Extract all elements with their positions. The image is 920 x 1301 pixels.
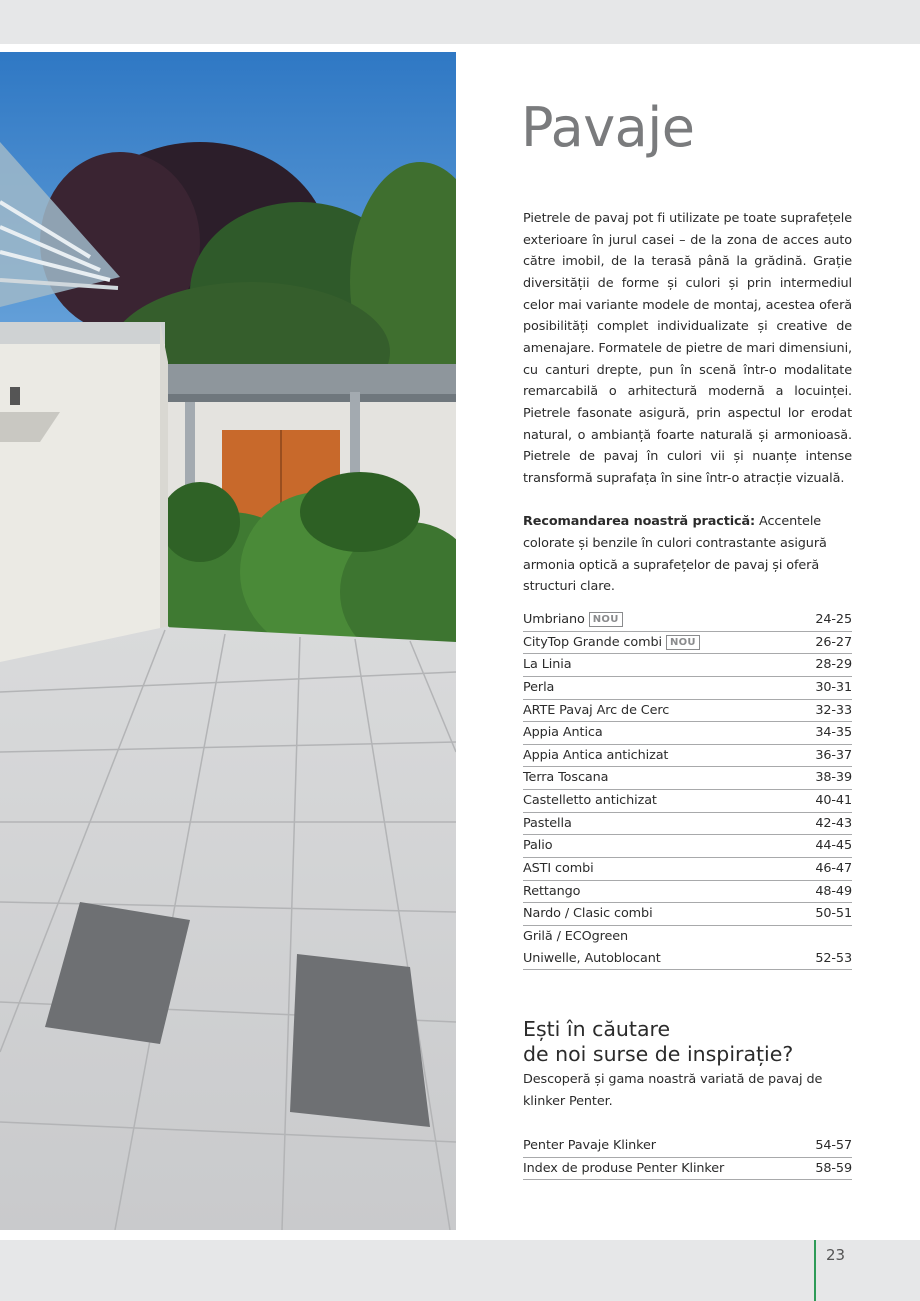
footer-band xyxy=(0,1240,920,1301)
toc-item-pages: 46-47 xyxy=(815,861,852,877)
intro-paragraph: Pietrele de pavaj pot fi utilizate pe toate suprafețele exterioare în jurul casei – de la zona de acces auto către imobil, de la terasă până la grădină. Grație diversității de forme și culori și prin intermediul celor mai variante modele de montaj, acestea oferă posibilități complet individualizate și creative de amenajare. Formatele de pietre de mari dimensiuni, cu canturi drepte, pun în scenă într-o modalitate remarcabilă o arhitectură modernă a locuinței. Pietrele fasonate asigură, prin aspectul lor erodat natural, o ambianță foarte naturală și armonioasă. Pietrele de pavaj în culori vii și nuanțe intense transformă suprafața în sine într-o atracție vizuală. xyxy=(523,211,852,486)
toc-item-pages: 44-45 xyxy=(815,838,852,854)
klinker-index xyxy=(523,1135,852,1180)
toc-item-pages: 28-29 xyxy=(815,657,852,673)
toc-item[interactable] xyxy=(523,790,852,813)
top-band xyxy=(0,0,920,44)
toc-item[interactable] xyxy=(523,722,852,745)
toc-item[interactable] xyxy=(523,609,852,632)
toc-item[interactable] xyxy=(523,926,852,948)
new-badge: NOU xyxy=(589,612,623,627)
toc-item[interactable] xyxy=(523,881,852,904)
toc-item-name: Umbriano xyxy=(523,612,585,627)
recommendation-label: Recomandarea noastră practică: xyxy=(523,514,756,529)
inspiration-heading-line1: Ești în căutare xyxy=(523,1017,671,1041)
toc-item[interactable] xyxy=(523,858,852,881)
toc-item[interactable] xyxy=(523,632,852,655)
page-number: 23 xyxy=(826,1246,846,1264)
recommendation-paragraph xyxy=(523,511,863,598)
toc-item-name: Palio xyxy=(523,838,553,854)
white-wall xyxy=(0,322,168,667)
new-badge: NOU xyxy=(666,635,700,650)
toc-item-pages: 32-33 xyxy=(815,702,852,718)
page-number-divider xyxy=(814,1240,816,1301)
toc-item-name: CityTop Grande combi xyxy=(523,634,662,650)
toc-item[interactable] xyxy=(523,948,852,971)
toc-item[interactable] xyxy=(523,745,852,768)
inspiration-heading-line2: de noi surse de inspirație? xyxy=(523,1042,794,1066)
toc-item-name: ARTE Pavaj Arc de Cerc xyxy=(523,702,670,718)
toc-item-pages: 54-57 xyxy=(815,1138,852,1153)
toc-item-pages: 30-31 xyxy=(815,679,852,695)
toc-item-name: Rettango xyxy=(523,883,581,899)
toc-item-name: Appia Antica xyxy=(523,725,603,741)
toc-item-pages: 24-25 xyxy=(815,612,852,627)
toc-item-name: Nardo / Clasic combi xyxy=(523,906,653,922)
toc-item-pages: 42-43 xyxy=(815,815,852,831)
toc-item-pages: 38-39 xyxy=(815,770,852,786)
toc-item-pages: 50-51 xyxy=(815,906,852,922)
recommendation-text: Accentele colorate și benzile în culori contrastante asigură armonia optică a suprafețelor de pavaj și oferă structuri clare. xyxy=(523,514,827,595)
toc-item-pages: 52-53 xyxy=(815,950,852,966)
toc-item-name: Appia Antica antichizat xyxy=(523,747,669,763)
toc-item-name: Penter Pavaje Klinker xyxy=(523,1138,656,1153)
pavement xyxy=(0,627,456,1230)
toc-item-name: Perla xyxy=(523,679,555,695)
inspiration-heading xyxy=(523,1017,863,1067)
toc-item[interactable] xyxy=(523,835,852,858)
toc-item[interactable] xyxy=(523,767,852,790)
toc-item-pages: 40-41 xyxy=(815,793,852,809)
toc-item[interactable] xyxy=(523,903,852,926)
toc-item[interactable] xyxy=(523,654,852,677)
toc-item[interactable] xyxy=(523,813,852,836)
terrace-photo xyxy=(0,52,456,1230)
toc-item-name: Castelletto antichizat xyxy=(523,793,657,809)
product-index xyxy=(523,609,852,970)
toc-item-name: Index de produse Penter Klinker xyxy=(523,1160,725,1176)
toc-item-name: Pastella xyxy=(523,815,572,831)
toc-item-name: Grilă / ECOgreen xyxy=(523,928,629,944)
toc-item[interactable] xyxy=(523,677,852,700)
inspiration-text: Descoperă și gama noastră variată de pavaj de klinker Penter. xyxy=(523,1072,823,1109)
page-title: Pavaje xyxy=(521,96,695,159)
toc-item-pages: 48-49 xyxy=(815,883,852,899)
toc-item[interactable] xyxy=(523,1135,852,1158)
toc-item-pages: 58-59 xyxy=(815,1160,852,1176)
toc-item-pages: 26-27 xyxy=(815,634,852,650)
toc-item-name: Terra Toscana xyxy=(523,770,609,786)
toc-item-name: ASTI combi xyxy=(523,861,594,877)
toc-item[interactable] xyxy=(523,700,852,723)
toc-item-name: La Linia xyxy=(523,657,572,673)
toc-item[interactable] xyxy=(523,1158,852,1181)
toc-item-name: Uniwelle, Autoblocant xyxy=(523,950,661,966)
toc-item-pages: 36-37 xyxy=(815,747,852,763)
toc-item-pages: 34-35 xyxy=(815,725,852,741)
